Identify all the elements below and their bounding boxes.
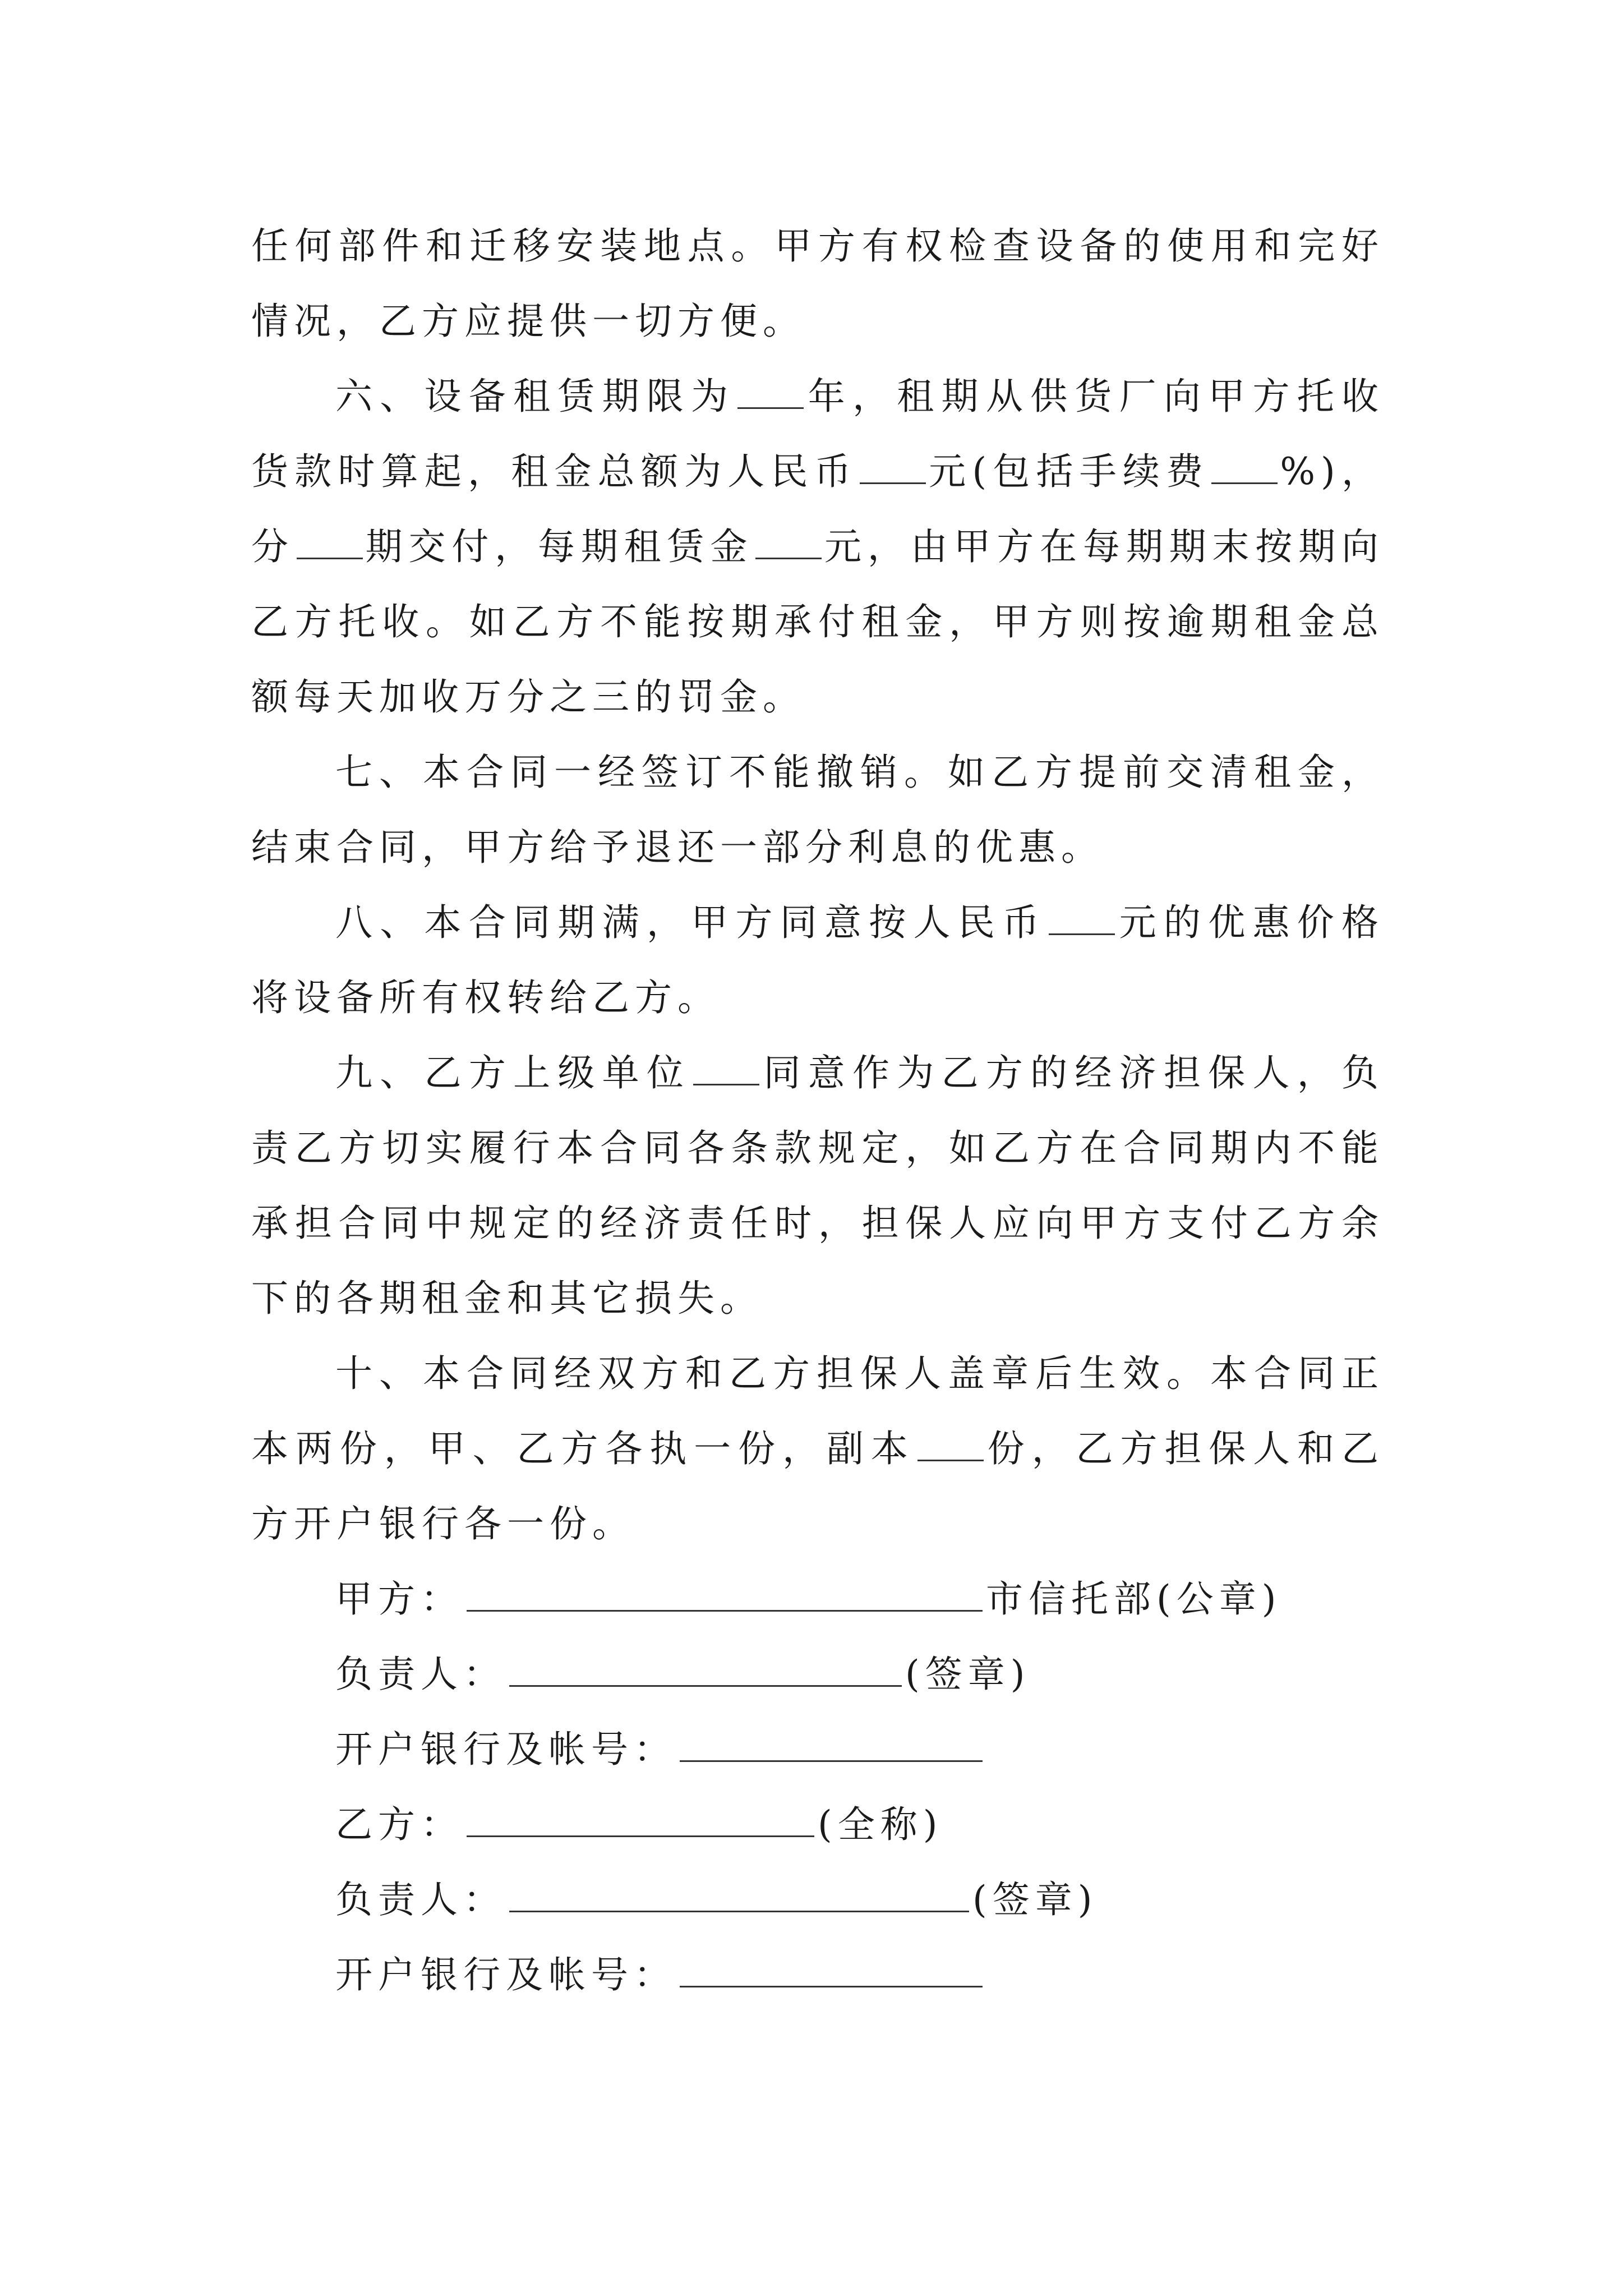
party-a-bank-line — [251, 1712, 1384, 1787]
party-b-bank-line — [251, 1938, 1384, 2013]
party-b-representative-suffix: (签章) — [972, 1878, 1098, 1921]
party-a-name-blank — [467, 1577, 983, 1612]
clause-10-text-2: 份，乙方担保人和乙方开户银行各一份。 — [251, 1427, 1384, 1545]
clause-7-text: 七、本合同一经签订不能撤销。如乙方提前交清租金，结束合同，甲方给予退还一部分利息的优惠。 — [251, 751, 1384, 869]
party-b-suffix: (全称) — [818, 1803, 943, 1846]
party-b-name-blank — [467, 1803, 814, 1837]
clause-6-text-2: 年，租期从供货厂向甲方托收货款时算起，租金总额为人民币 — [251, 375, 1385, 493]
clause-6 — [251, 359, 1384, 735]
party-b-representative-line — [251, 1862, 1384, 1938]
clause-10-text-1: 十、本合同经双方和乙方担保人盖章后生效。本合同正本两份，甲、乙方各执一份，副本 — [251, 1352, 1384, 1470]
lease-term-years-blank — [737, 370, 804, 409]
clause-8-text-2: 元的优惠价格将设备所有权转给乙方。 — [251, 901, 1385, 1019]
party-a-representative-suffix: (签章) — [905, 1653, 1031, 1696]
copies-count-blank — [917, 1423, 984, 1461]
party-b-label: 乙方： — [335, 1803, 463, 1846]
party-b-bank-label: 开户银行及帐号： — [335, 1953, 676, 1996]
party-b-bank-account-blank — [680, 1953, 983, 1987]
contract-body — [251, 209, 1384, 2013]
installment-amount-blank — [755, 521, 822, 559]
party-a-suffix: 市信托部(公章) — [986, 1577, 1282, 1621]
clause-6-text-6: 元，由甲方在每期期末按期向乙方托收。如乙方不能按期承付租金，甲方则按逾期租金总额每天加收万分之三的罚金。 — [251, 525, 1385, 719]
party-b-representative-blank — [509, 1878, 969, 1912]
party-a-label: 甲方： — [335, 1577, 463, 1621]
total-rent-amount-blank — [860, 445, 926, 484]
clause-8-text-1: 八、本合同期满，甲方同意按人民币 — [335, 901, 1047, 944]
guarantor-unit-blank — [693, 1047, 759, 1085]
clause-9-text-1: 九、乙方上级单位 — [335, 1051, 691, 1094]
party-a-line — [251, 1562, 1384, 1637]
clause-5-continuation-text: 任何部件和迁移安装地点。甲方有权检查设备的使用和完好情况，乙方应提供一切方便。 — [251, 224, 1384, 343]
party-a-representative-blank — [509, 1653, 902, 1687]
clause-8 — [251, 885, 1384, 1036]
party-a-representative-label: 负责人： — [335, 1653, 506, 1696]
party-b-representative-label: 负责人： — [335, 1878, 506, 1921]
party-b-line — [251, 1787, 1384, 1862]
clause-7 — [251, 735, 1384, 885]
installment-count-blank — [297, 521, 363, 559]
clause-6-text-5: 期交付，每期租赁金 — [365, 525, 754, 568]
party-a-bank-account-blank — [680, 1728, 983, 1762]
handling-fee-percent-blank — [1211, 445, 1278, 484]
clause-6-text-3: 元(包括手续费 — [928, 450, 1210, 493]
clause-10 — [251, 1336, 1384, 1562]
buyout-price-blank — [1049, 896, 1115, 935]
party-a-bank-label: 开户银行及帐号： — [335, 1728, 676, 1771]
clause-5-continuation — [251, 209, 1384, 359]
party-a-representative-line — [251, 1637, 1384, 1712]
clause-6-text-1: 六、设备租赁期限为 — [335, 375, 736, 418]
clause-9-text-2: 同意作为乙方的经济担保人，负责乙方切实履行本合同各条款规定，如乙方在合同期内不能承担合同中规定的经济责任时，担保人应向甲方支付乙方余下的各期租金和其它损失。 — [251, 1051, 1385, 1320]
clause-6-text-4: %)，分 — [251, 450, 1385, 568]
clause-9 — [251, 1036, 1384, 1336]
